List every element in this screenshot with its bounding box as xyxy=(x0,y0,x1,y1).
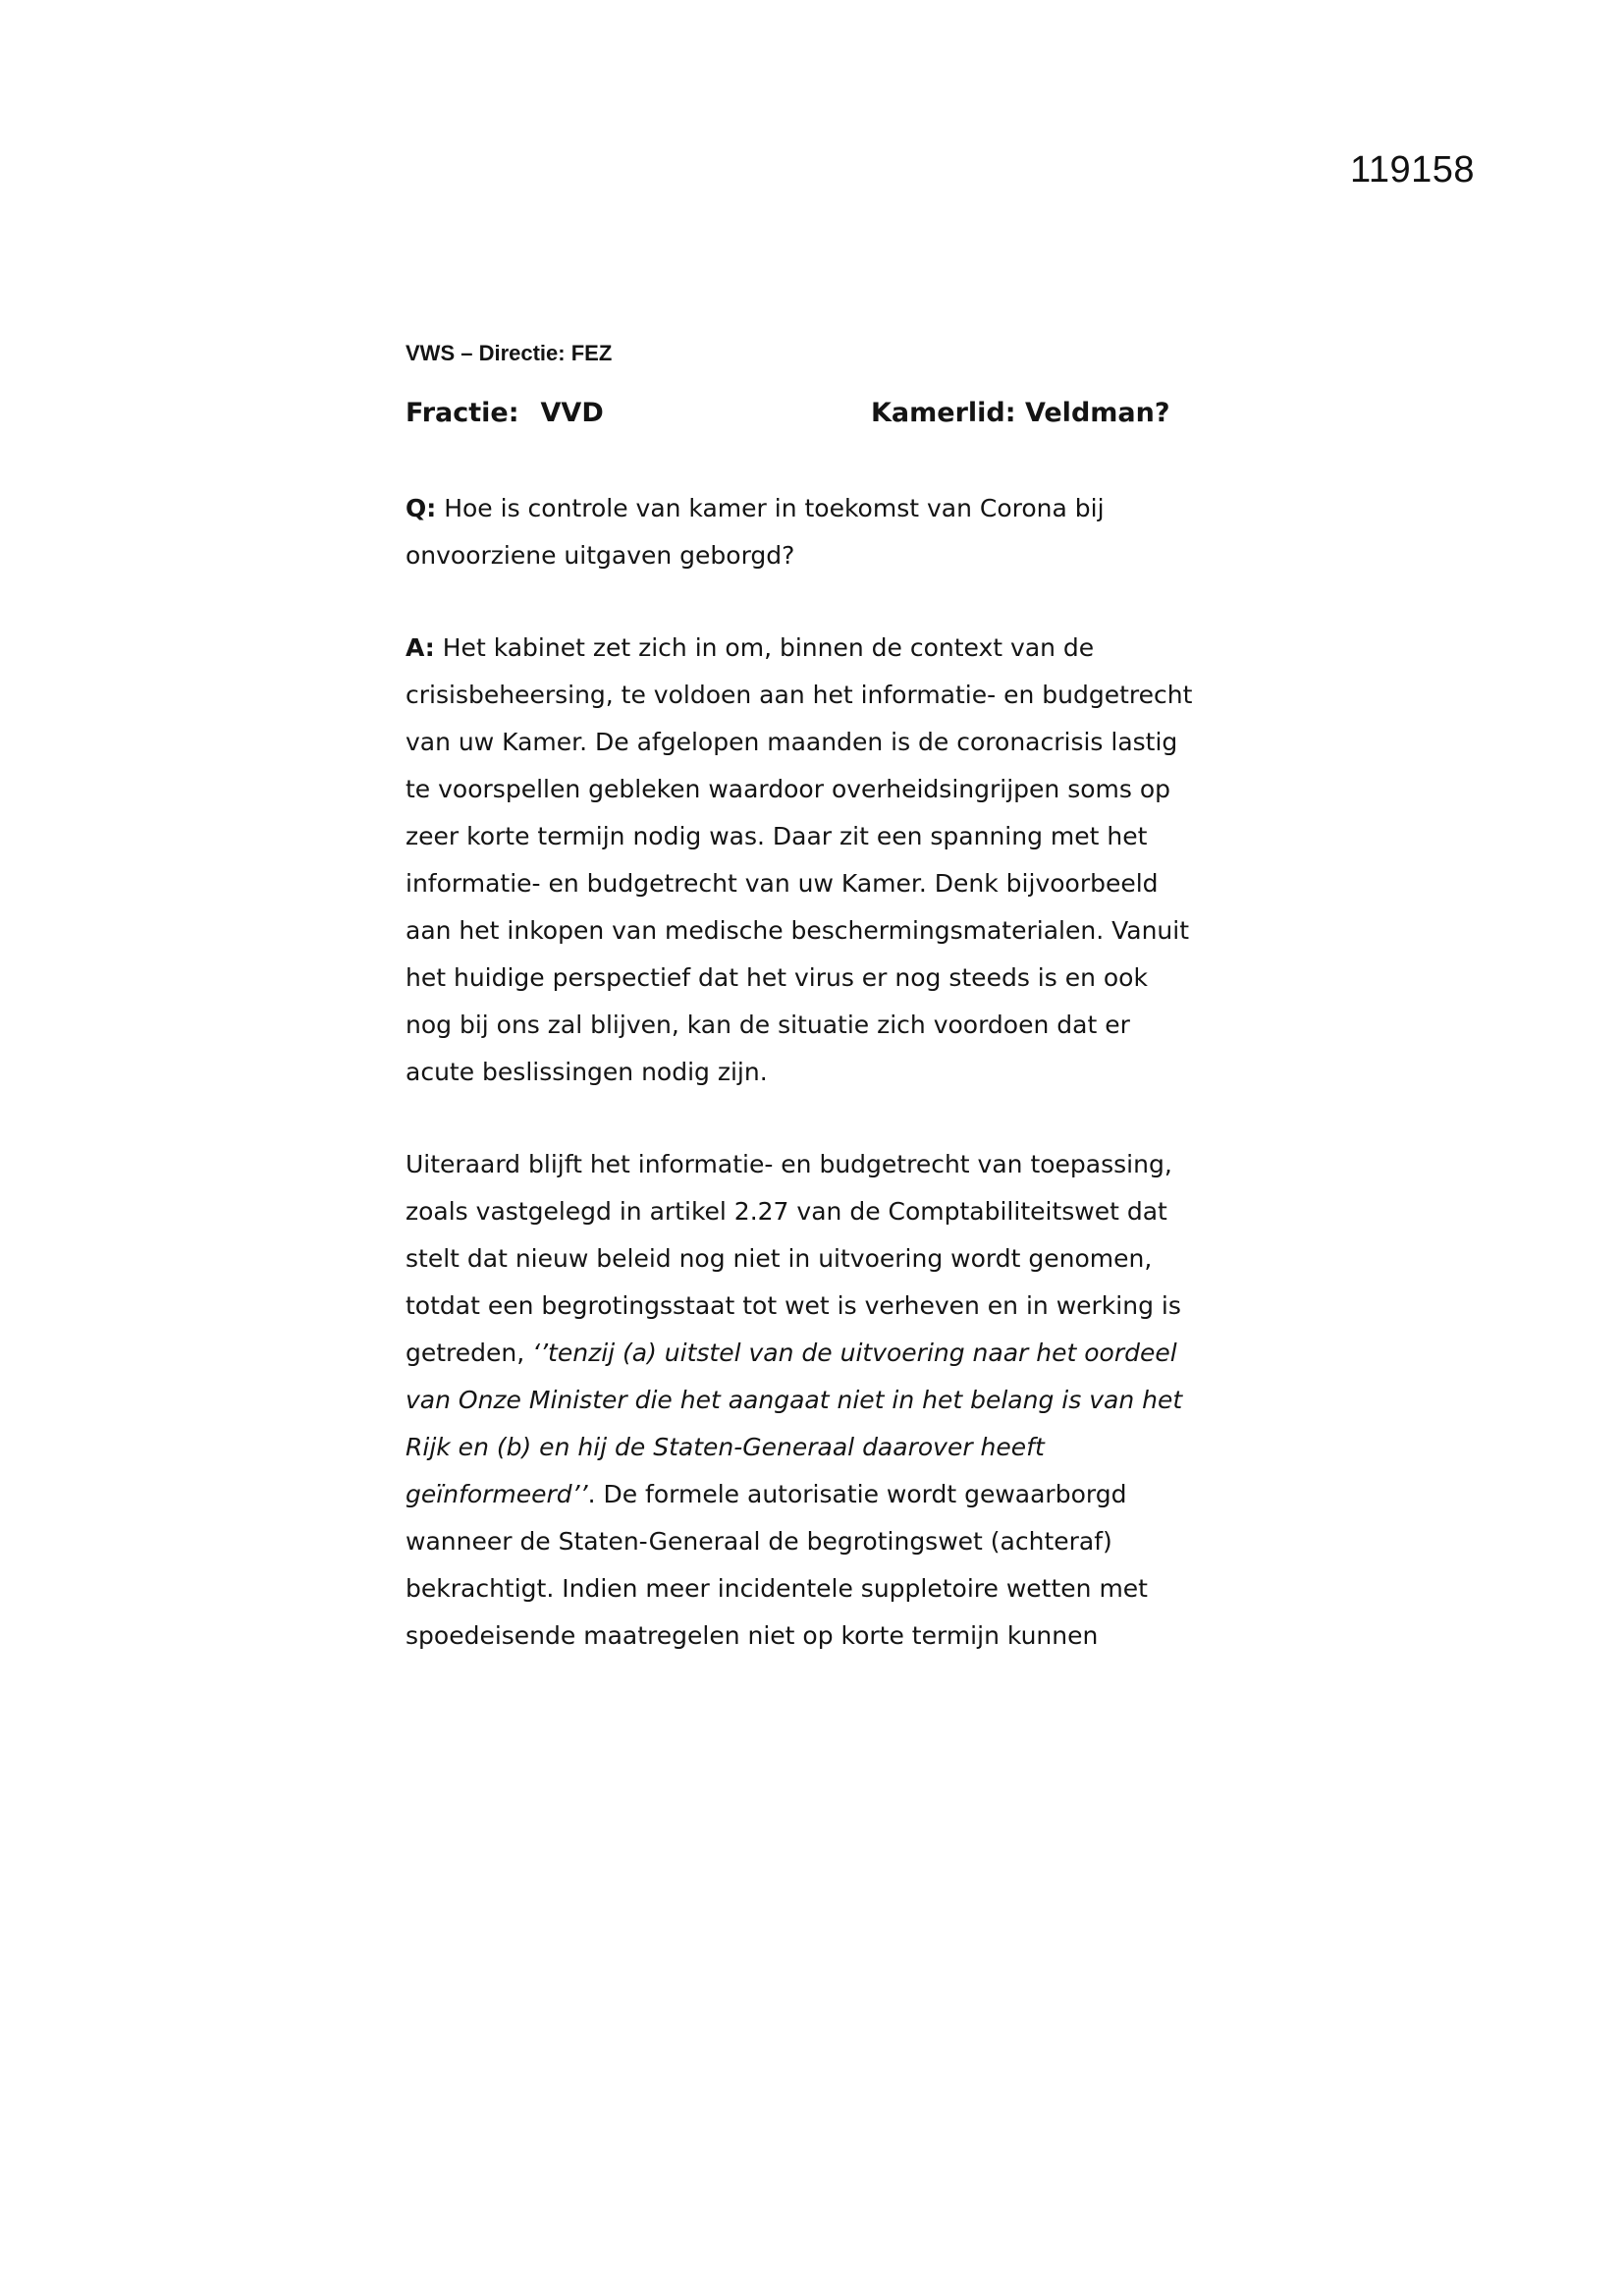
answer-line: het huidige perspectief dat het virus er nog steeds is en ook xyxy=(406,963,1148,992)
paragraph-line: totdat een begrotingsstaat tot wet is verheven en in werking is xyxy=(406,1291,1181,1320)
kamerlid xyxy=(871,389,1170,438)
paragraph-line: zoals vastgelegd in artikel 2.27 van de Comptabiliteitswet dat xyxy=(406,1197,1167,1226)
question-label: Q: xyxy=(406,494,437,522)
fractie-value: VVD xyxy=(540,398,604,428)
fractie-label: Fractie: xyxy=(406,398,519,428)
quoted-text: ‘’tenzij (a) uitstel van de uitvoering naar het oordeel xyxy=(532,1339,1177,1367)
document-body xyxy=(406,332,1250,1660)
answer-line: aan het inkopen van medische beschermingsmaterialen. Vanuit xyxy=(406,916,1190,945)
question-line xyxy=(406,485,1250,532)
paragraph-line xyxy=(406,1471,1250,1518)
answer-line: te voorspellen gebleken waardoor overheidsingrijpen soms op xyxy=(406,775,1171,803)
fractie xyxy=(406,389,604,438)
paragraph-line: Uiteraard blijft het informatie- en budgetrecht van toepassing, xyxy=(406,1150,1172,1178)
answer-line xyxy=(406,625,1250,672)
quoted-line: Rijk en (b) en hij de Staten-Generaal daarover heeft xyxy=(406,1433,1045,1461)
kamerlid-value: Veldman? xyxy=(1024,398,1170,428)
answer-block xyxy=(406,625,1250,1096)
answer-line: zeer korte termijn nodig was. Daar zit een spanning met het xyxy=(406,822,1148,850)
answer-line: van uw Kamer. De afgelopen maanden is de coronacrisis lastig xyxy=(406,728,1178,756)
paragraph-line xyxy=(406,1330,1250,1377)
directie-heading: VWS – Directie: FEZ xyxy=(406,341,613,365)
question-text: Hoe is controle van kamer in toekomst van Corona bij xyxy=(436,494,1105,522)
paragraph-line: wanneer de Staten-Generaal de begrotingswet (achteraf) xyxy=(406,1527,1112,1556)
question-line: onvoorziene uitgaven geborgd? xyxy=(406,541,795,570)
document-number: 119158 xyxy=(1350,149,1475,191)
answer-line: nog bij ons zal blijven, kan de situatie zich voordoen dat er xyxy=(406,1011,1130,1039)
answer-text: Het kabinet zet zich in om, binnen de context van de xyxy=(434,633,1095,662)
paragraph-line: spoedeisende maatregelen niet op korte termijn kunnen xyxy=(406,1621,1099,1650)
meta-row xyxy=(406,389,1250,438)
answer-line: informatie- en budgetrecht van uw Kamer. Denk bijvoorbeeld xyxy=(406,869,1159,898)
paragraph-text: . De formele autorisatie wordt gewaarborgd xyxy=(587,1480,1127,1508)
paragraph-line: bekrachtigt. Indien meer incidentele suppletoire wetten met xyxy=(406,1574,1148,1603)
quoted-text: geïnformeerd’’ xyxy=(406,1480,588,1508)
answer-line: acute beslissingen nodig zijn. xyxy=(406,1058,768,1086)
answer-label: A: xyxy=(406,633,435,662)
paragraph-text: getreden, xyxy=(406,1339,533,1367)
answer-line: crisisbeheersing, te voldoen aan het informatie- en budgetrecht xyxy=(406,681,1193,709)
quoted-line: van Onze Minister die het aangaat niet in het belang is van het xyxy=(406,1386,1183,1414)
paragraph-line: stelt dat nieuw beleid nog niet in uitvoering wordt genomen, xyxy=(406,1244,1153,1273)
paragraph-legal xyxy=(406,1141,1250,1660)
question-block xyxy=(406,485,1250,579)
kamerlid-label: Kamerlid: xyxy=(871,398,1016,428)
